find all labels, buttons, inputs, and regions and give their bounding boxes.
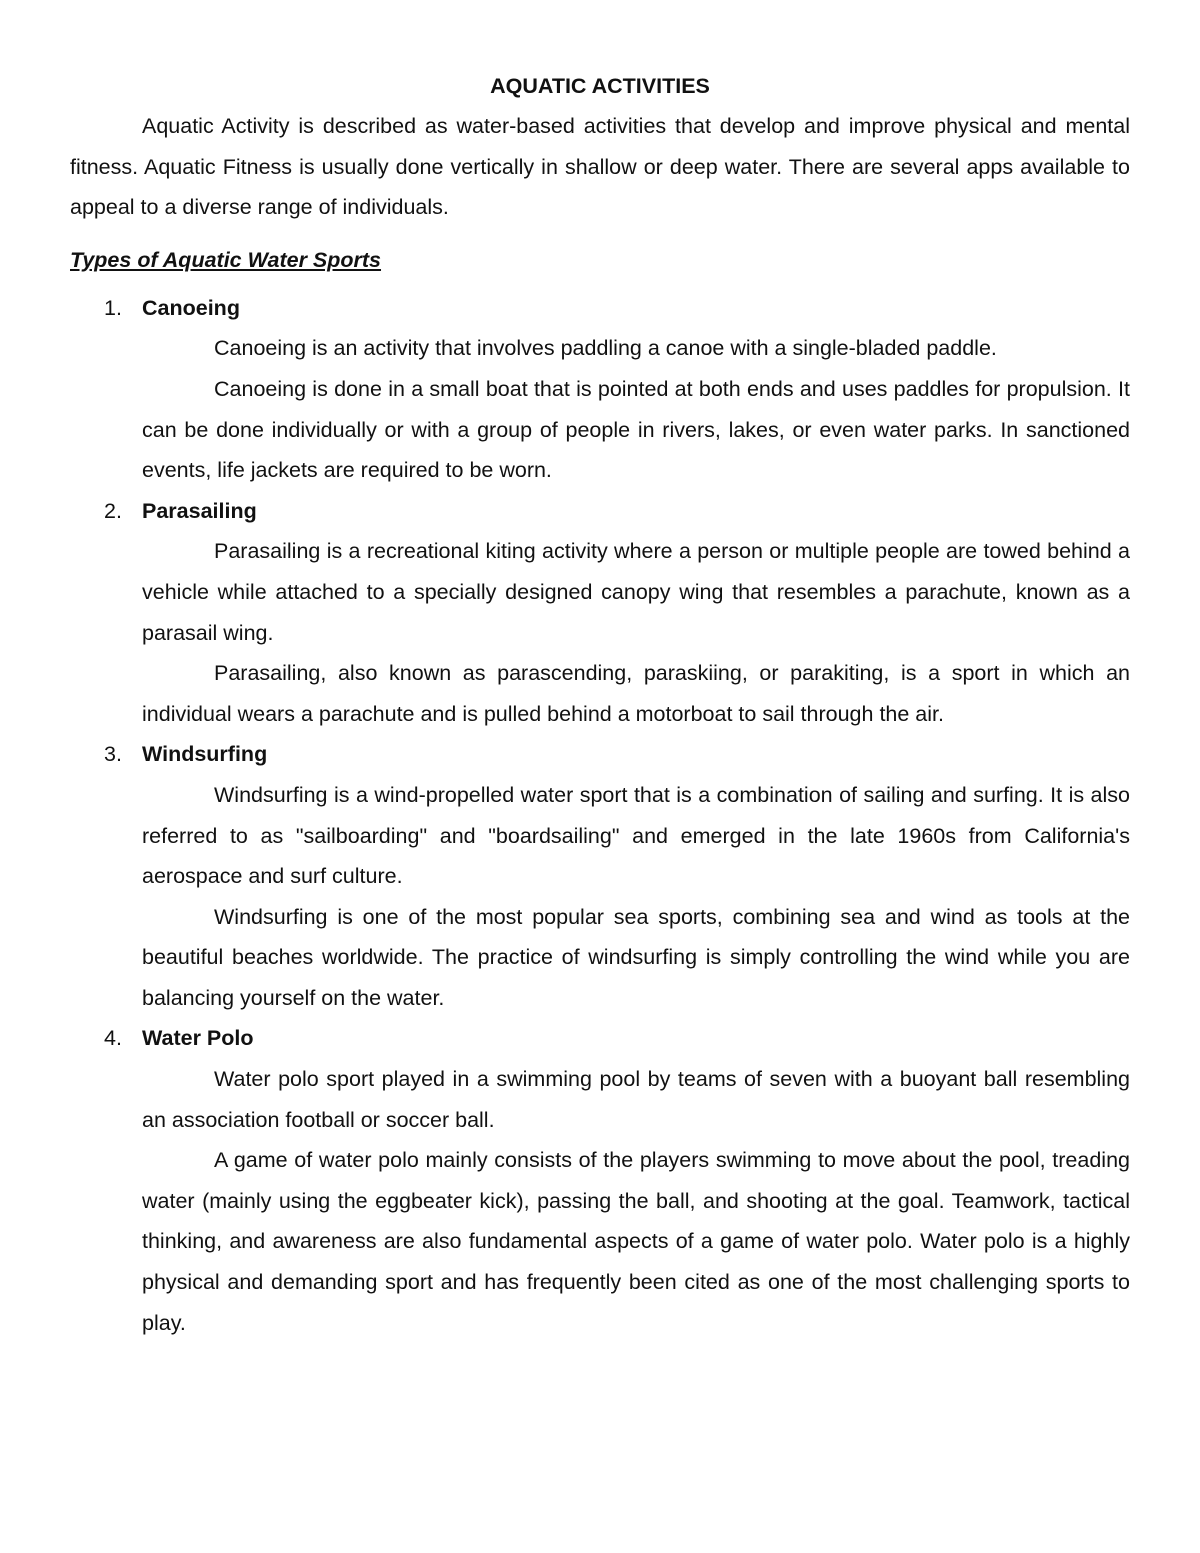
list-number: 1.	[104, 295, 122, 320]
sport-heading: Windsurfing	[142, 742, 268, 767]
document-page	[70, 66, 1130, 1343]
sport-paragraph: A game of water polo mainly consists of the players swimming to move about the pool, treading water (mainly using the eggbeater kick), passing the ball, and shooting at the goal. Teamwork, tactical thinking, and awareness are also fundamental aspects of a game of water polo. Water polo is a highly physical and demanding sport and has frequently been cited as one of the most challenging sports to play.	[142, 1148, 1130, 1335]
sports-list	[70, 288, 1130, 1343]
sport-heading: Parasailing	[142, 498, 257, 523]
sport-heading: Water Polo	[142, 1026, 254, 1051]
sport-paragraph: Water polo sport played in a swimming pool by teams of seven with a buoyant ball resembling an association football or soccer ball.	[142, 1067, 1130, 1132]
list-number: 2.	[104, 498, 122, 523]
sport-paragraph: Parasailing, also known as parascending, paraskiing, or parakiting, is a sport in which an individual wears a parachute and is pulled behind a motorboat to sail through the air.	[142, 661, 1130, 726]
sport-paragraph: Canoeing is done in a small boat that is pointed at both ends and uses paddles for propulsion. It can be done individually or with a group of people in rivers, lakes, or even water parks. In sanctioned events, life jackets are required to be worn.	[142, 376, 1130, 483]
sport-heading: Canoeing	[142, 295, 240, 320]
sport-paragraph: Canoeing is an activity that involves paddling a canoe with a single-bladed paddle.	[214, 336, 997, 361]
sport-item-parasailing	[70, 491, 1130, 735]
list-number: 4.	[104, 1026, 122, 1051]
section-heading: Types of Aquatic Water Sports	[70, 247, 382, 272]
document-title: AQUATIC ACTIVITIES	[490, 74, 710, 98]
sport-item-water-polo	[70, 1018, 1130, 1343]
sport-item-windsurfing	[70, 734, 1130, 1018]
sport-paragraph: Windsurfing is one of the most popular sea sports, combining sea and wind as tools at the beautiful beaches worldwide. The practice of windsurfing is simply controlling the wind while you are balancing yourself on the water.	[142, 904, 1130, 1010]
sport-item-canoeing	[70, 288, 1130, 491]
sport-paragraph: Windsurfing is a wind-propelled water sport that is a combination of sailing and surfing. It is also referred to as "sailboarding" and "boardsailing" and emerged in the late 1960s from California's aerospace and surf culture.	[142, 782, 1130, 889]
intro-paragraph: Aquatic Activity is described as water-based activities that develop and improve physical and mental fitness. Aquatic Fitness is usually done vertically in shallow or deep water. There are several apps available to appeal to a diverse range of individuals.	[70, 114, 1130, 220]
sport-paragraph: Parasailing is a recreational kiting activity where a person or multiple people are towed behind a vehicle while attached to a specially designed canopy wing that resembles a parachute, known as a parasail wing.	[142, 539, 1130, 645]
list-number: 3.	[104, 742, 122, 767]
